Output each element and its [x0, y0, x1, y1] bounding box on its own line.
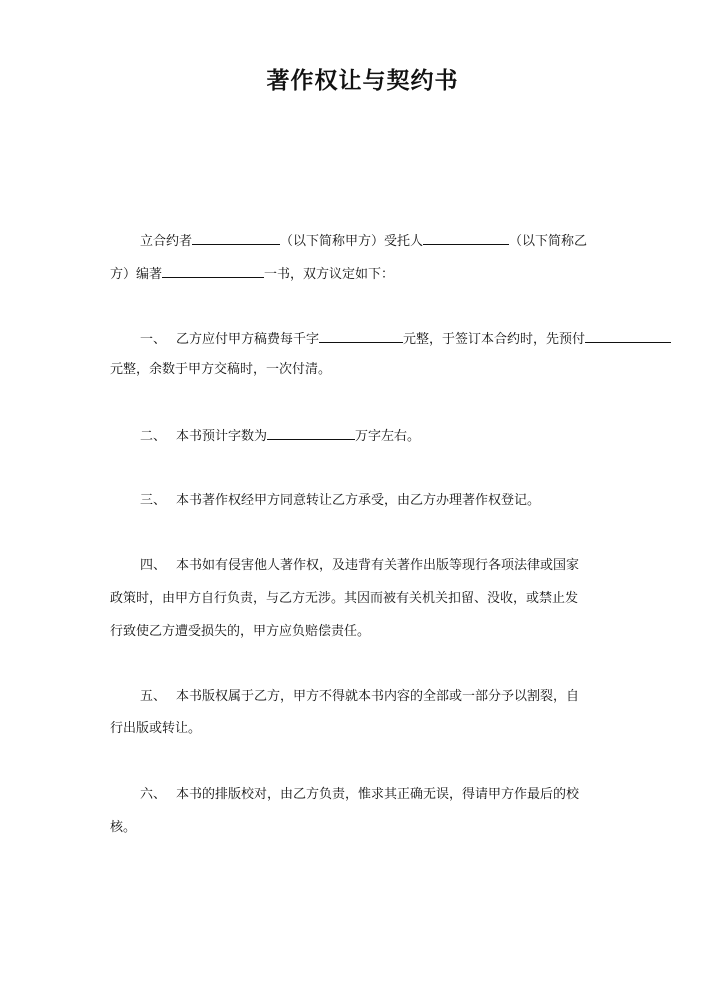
clause-text: 本书著作权经甲方同意转让乙方承受，由乙方办理著作权登记。: [176, 493, 541, 508]
clause-4-line-1: [140, 558, 579, 574]
clause-text: 元整，于签订本合约时，先预付: [403, 332, 586, 347]
blank-word-count[interactable]: [267, 427, 355, 440]
blank-book-title[interactable]: [162, 265, 264, 278]
clause-2-line-1: [140, 427, 420, 445]
blank-trustee[interactable]: [423, 232, 509, 245]
clause-text: 本书版权属于乙方，甲方不得就本书内容的全部或一部分予以割裂，自: [176, 689, 580, 704]
clause-number: 一、: [140, 332, 167, 347]
blank-fee-per-thousand[interactable]: [319, 330, 403, 343]
clause-5-line-1: [140, 689, 579, 705]
intro-text: 一书，双方议定如下：: [264, 267, 395, 282]
intro-text: 立合约者: [140, 234, 193, 249]
blank-party-a[interactable]: [192, 232, 280, 245]
clause-text: 万字左右。: [355, 429, 421, 444]
clause-text: 本书预计字数为: [176, 429, 268, 444]
clause-text: 乙方应付甲方稿费每千字: [176, 332, 320, 347]
clause-text: 本书的排版校对，由乙方负责，惟求其正确无误，得请甲方作最后的校: [176, 787, 580, 802]
document-title: 著作权让与契约书: [266, 68, 459, 94]
clause-number: 六、: [140, 787, 167, 802]
intro-text: （以下简称乙: [509, 234, 588, 249]
clause-number: 三、: [140, 493, 167, 508]
intro-text: 方）编著: [110, 267, 163, 282]
intro-line-1: [140, 232, 587, 250]
clause-6-line-1: [140, 787, 579, 803]
clause-number: 二、: [140, 429, 167, 444]
intro-line-2: [110, 265, 394, 283]
clause-3-line-1: [140, 493, 540, 509]
clause-number: 五、: [140, 689, 167, 704]
blank-advance-payment[interactable]: [585, 330, 671, 343]
clause-4-line-2: 政策时，由甲方自行负责，与乙方无涉。其因而被有关机关扣留、没收，或禁止发: [110, 591, 579, 606]
clause-6-line-2: 核。: [110, 820, 137, 835]
intro-text: （以下简称甲方）受托人: [280, 234, 424, 249]
clause-1-line-1: [140, 330, 671, 348]
clause-5-line-2: 行出版或转让。: [110, 721, 202, 736]
clause-number: 四、: [140, 558, 167, 573]
clause-text: 本书如有侵害他人著作权，及违背有关著作出版等现行各项法律或国家: [176, 558, 580, 573]
clause-1-line-2: 元整，余数于甲方交稿时，一次付清。: [110, 362, 332, 377]
clause-4-line-3: 行致使乙方遭受损失的，甲方应负赔偿责任。: [110, 624, 371, 639]
